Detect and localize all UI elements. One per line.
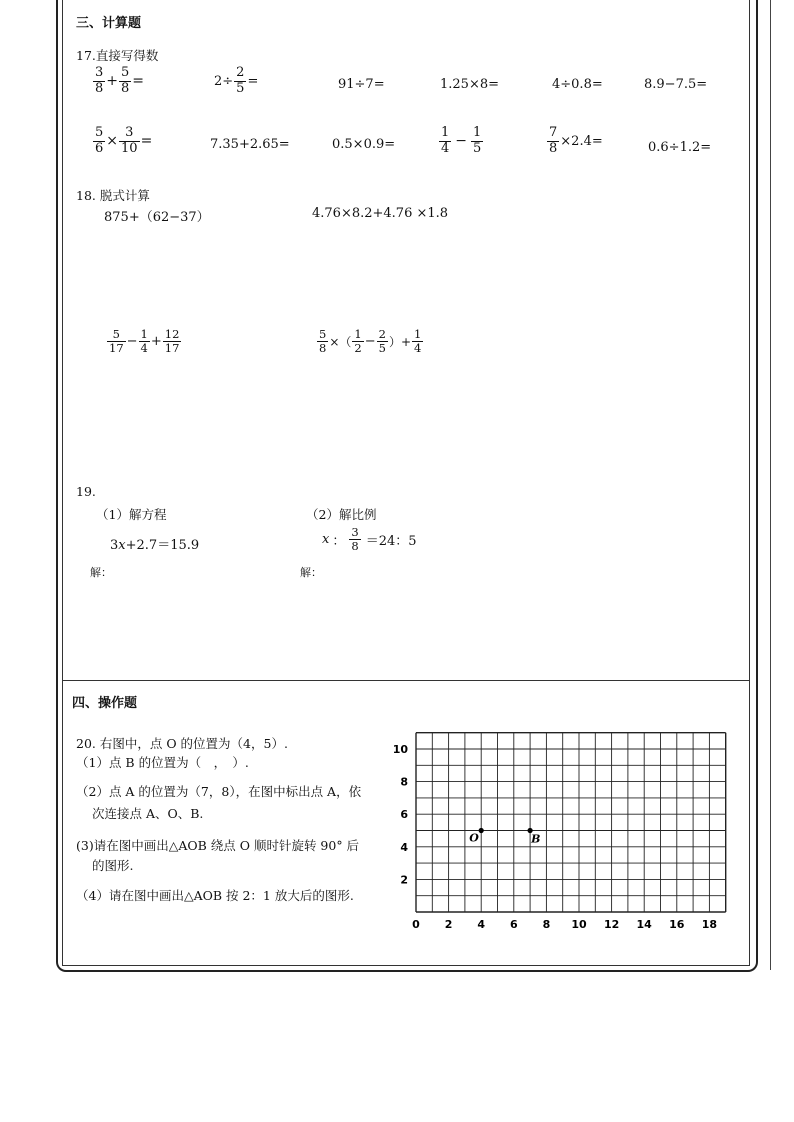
frac-den: 8 <box>121 80 130 96</box>
q20-sub2a: （2）点 A 的位置为（7，8），在图中标出点 A，依 <box>76 784 362 799</box>
frac-den: 8 <box>549 140 558 156</box>
q17-r2-item1 <box>92 126 152 157</box>
q20-sub3a: (3)请在图中画出△AOB 绕点 O 顺时针旋转 90° 后 <box>76 838 360 853</box>
q19-jie2: 解： <box>300 566 322 579</box>
eq-rest: +2.7＝15.9 <box>125 538 200 553</box>
coordinate-grid <box>392 742 736 942</box>
q17-r1-item3: 91÷7= <box>338 77 385 92</box>
q20-sub1: （1）点 B 的位置为（ ， ）. <box>76 755 249 770</box>
frac-den: 4 <box>441 140 450 156</box>
colon: ： <box>332 534 346 550</box>
frac-den: 4 <box>414 341 422 356</box>
frac-num: 1 <box>354 327 362 341</box>
q17-r1-item5: 4÷0.8= <box>552 77 603 92</box>
eq-var: x <box>322 532 330 548</box>
q18-label: 18. 脱式计算 <box>76 188 150 203</box>
section-3-title: 三、计算题 <box>76 16 142 31</box>
x-tick-label: 6 <box>509 918 518 931</box>
q17-r2-item4 <box>438 126 484 157</box>
frac-den: 5 <box>378 341 386 356</box>
q18-expr2: 4.76×8.2+4.76 ×1.8 <box>312 206 449 221</box>
operator: + <box>150 334 162 350</box>
frac-rest: ×2.4= <box>560 133 603 149</box>
frac-num: 1 <box>473 125 482 140</box>
frac-den: 10 <box>121 140 138 156</box>
q17-r2-item2: 7.35+2.65= <box>210 137 290 152</box>
x-tick-label: 18 <box>701 918 718 931</box>
q17-r2-item5 <box>546 126 603 157</box>
frac-num: 3 <box>351 525 359 539</box>
equals: = <box>140 133 153 150</box>
q18-expr4 <box>316 328 424 355</box>
x-tick-label: 12 <box>603 918 620 931</box>
q18-expr1: 875+（62−37） <box>104 210 210 225</box>
grid-lines <box>416 733 726 912</box>
operator: ）+ <box>388 335 412 350</box>
frac-num: 5 <box>95 125 104 140</box>
frac-den: 8 <box>95 80 104 96</box>
operator: − <box>364 334 376 350</box>
section-4-title: 四、操作题 <box>72 696 138 711</box>
q17-r1-item1 <box>92 66 144 97</box>
y-tick-label: 4 <box>400 840 408 854</box>
point-o <box>479 828 484 833</box>
page-frame-right-line <box>770 0 771 970</box>
operator: + <box>106 73 119 90</box>
q19-sub2: （2）解比例 <box>306 507 377 522</box>
q17-r2-item6: 0.6÷1.2= <box>648 140 712 155</box>
y-tick-label: 2 <box>400 873 408 887</box>
operator: × <box>106 133 119 150</box>
q19-label: 19. <box>76 484 96 499</box>
frac-den: 8 <box>319 341 327 356</box>
eq-coef: 3 <box>110 538 119 553</box>
int-part: 2÷ <box>214 73 234 89</box>
frac-num: 3 <box>125 125 134 140</box>
frac-num: 1 <box>414 327 422 341</box>
x-tick-label: 4 <box>477 918 486 931</box>
y-tick-label: 6 <box>400 808 408 822</box>
point-label-o: O <box>469 831 479 845</box>
frac-den: 2 <box>354 341 362 356</box>
q19-proportion <box>322 526 417 553</box>
q19-jie1: 解： <box>90 566 112 579</box>
x-tick-label: 16 <box>669 918 685 931</box>
eq-var: x <box>118 538 126 553</box>
frac-num: 2 <box>378 327 386 341</box>
q20-sub4: （4）请在图中画出△AOB 按 2：1 放大后的图形. <box>76 888 354 903</box>
frac-num: 5 <box>121 65 130 80</box>
eq-rest: ＝24：5 <box>365 534 417 550</box>
frac-den: 8 <box>351 539 359 554</box>
operator: − <box>126 334 138 350</box>
q20-sub2b: 次连接点 A、O、B. <box>92 806 204 821</box>
frac-den: 5 <box>236 80 245 96</box>
y-tick-label: 8 <box>400 775 408 789</box>
q20-sub3b: 的图形. <box>92 858 134 873</box>
frac-num: 7 <box>549 125 558 140</box>
q17-r1-item6: 8.9−7.5= <box>644 77 708 92</box>
point-label-b: B <box>531 832 541 846</box>
q18-expr3 <box>106 328 182 355</box>
frac-num: 1 <box>140 327 148 341</box>
x-tick-label: 2 <box>444 918 453 931</box>
q17-r1-item2 <box>214 66 258 97</box>
x-tick-label: 8 <box>542 918 551 931</box>
frac-num: 5 <box>112 327 120 341</box>
frac-num: 1 <box>441 125 450 140</box>
frac-den: 4 <box>140 341 148 356</box>
frac-num: 5 <box>319 327 327 341</box>
x-axis-ticks <box>412 918 717 931</box>
operator: ×（ <box>329 335 352 350</box>
section-divider <box>62 680 750 681</box>
frac-den: 17 <box>109 341 124 356</box>
q19-sub1: （1）解方程 <box>96 507 167 522</box>
q17-label: 17.直接写得数 <box>76 48 159 63</box>
x-tick-label: 14 <box>636 918 652 931</box>
q17-r2-item3: 0.5×0.9= <box>332 137 396 152</box>
q19-equation <box>110 534 199 553</box>
y-tick-label: 10 <box>392 743 408 756</box>
x-tick-label: 10 <box>571 918 587 931</box>
operator: − <box>455 133 468 150</box>
y-axis-ticks <box>393 743 409 886</box>
frac-den: 5 <box>473 140 482 156</box>
frac-num: 12 <box>164 327 180 341</box>
frac-num: 3 <box>95 65 104 80</box>
x-tick-label: 0 <box>412 918 420 931</box>
frac-den: 17 <box>164 341 180 356</box>
q17-r1-item4: 1.25×8= <box>440 77 500 92</box>
frac-num: 2 <box>236 65 245 80</box>
equals: = <box>247 73 259 89</box>
frac-den: 6 <box>95 140 104 156</box>
q20-intro: 20. 右图中，点 O 的位置为（4，5）. <box>76 736 288 751</box>
equals: = <box>132 73 145 90</box>
